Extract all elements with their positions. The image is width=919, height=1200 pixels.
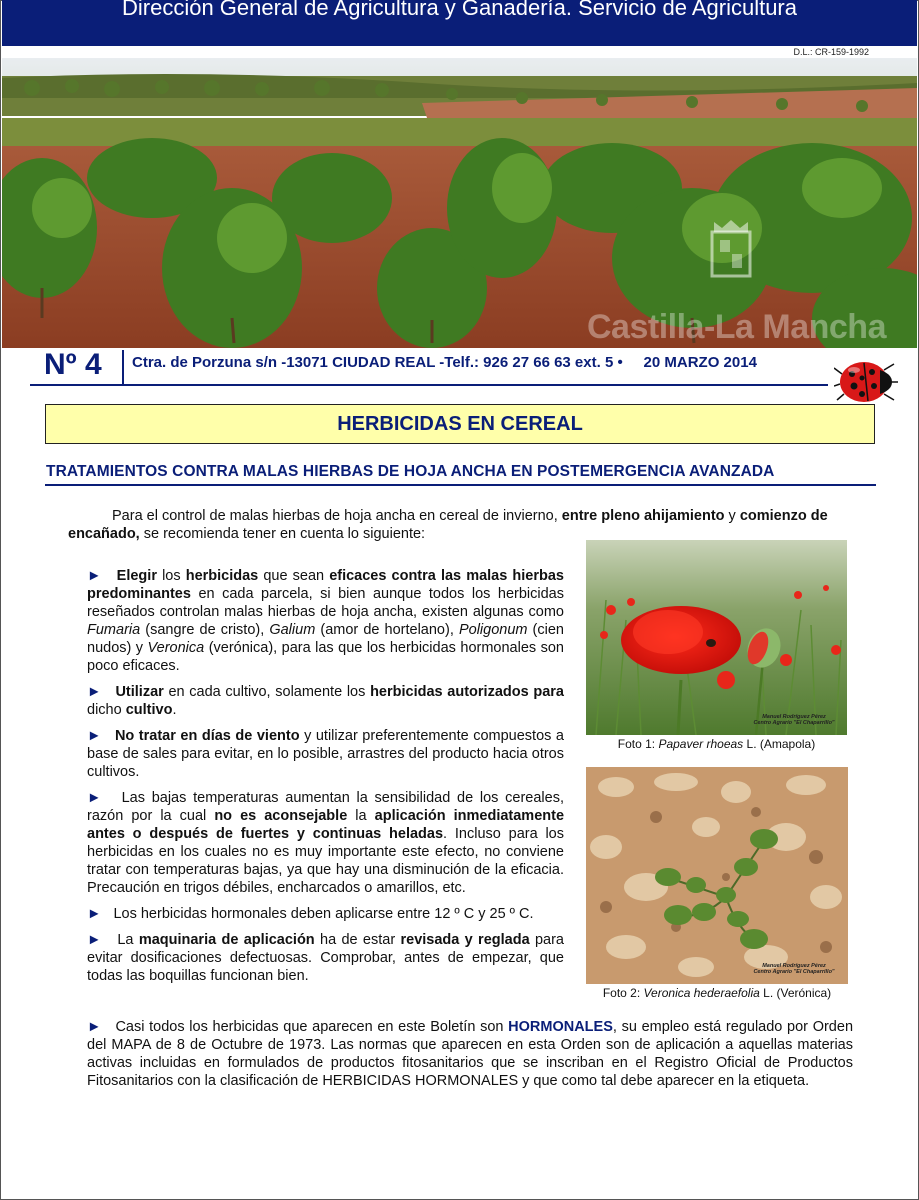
brand-name: Castilla-La Mancha xyxy=(587,308,886,346)
veronica-photo xyxy=(586,767,848,984)
arrow-icon: ► xyxy=(87,684,102,700)
bullet-text: ha de estar xyxy=(314,932,401,948)
photo-credit-name: Manuel Rodríguez Pérez xyxy=(762,714,826,720)
document-title: HERBICIDAS EN CEREAL xyxy=(45,404,875,444)
address-date: Ctra. de Porzuna s/n -13071 CIUDAD REAL -Telf.: 926 27 66 63 ext. 5 • 20 MARZO 2014 xyxy=(132,354,757,371)
bullet-text: La xyxy=(117,932,139,948)
issue-number: Nº 4 xyxy=(44,348,102,381)
crest-icon xyxy=(708,218,754,278)
bullet-bold: No tratar en días de viento xyxy=(114,728,300,744)
bullet-bold: Utilizar xyxy=(115,684,164,700)
intro-bold: comienzo de encañado, xyxy=(68,508,828,542)
issue-underline xyxy=(30,384,828,386)
bullet-text: . Incluso para los herbicidas en los cuales no es muy importante este efecto, no conviene tratar con temperaturas bajas, ya que hay una disminución de la eficacia. Precaución en trigos débiles, encharcados o amarillos, etc. xyxy=(87,826,564,896)
caption-species: Veronica hederaefolia xyxy=(643,986,760,1000)
arrow-icon: ► xyxy=(87,932,102,948)
bullet-text: la xyxy=(347,808,375,824)
bullet-text: (amor de hortelano), xyxy=(315,622,459,638)
bullet-bold: aplicación inmediatamente antes o después de fuertes y continuas heladas xyxy=(87,808,565,842)
bullet-text: y utilizar preferentemente compuestos a base de sales para evitar, en lo posible, arrastres del producto hacia otros cultivos. xyxy=(87,728,564,780)
bullet-bold: herbicidas autorizados para xyxy=(370,684,564,700)
caption-text: L. (Amapola) xyxy=(743,737,816,751)
ladybug-icon xyxy=(834,356,900,406)
legal-deposit: D.L.: CR-159-1992 xyxy=(793,47,869,57)
list-item xyxy=(87,683,564,719)
hormonal-note-paragraph xyxy=(87,1018,853,1090)
photo1-caption xyxy=(586,737,847,751)
note-text: , su empleo está regulado por Orden del MAPA de 8 de Octubre de 1973. Las normas que aparecen en esta Orden son de aplicación a aquellas materias activas incluidas en formulados de productos fitosanitarios que se inscriban en el Registro Oficial de Productos Fitosanitarios con la clasificación de HERBICIDAS HORMONALES y que como tal debe aparecer en la etiqueta. xyxy=(87,1019,854,1089)
bullet-text: en cada cultivo, solamente los xyxy=(163,684,371,700)
bullet-bold: maquinaria de aplicación xyxy=(138,932,315,948)
species-name: Galium xyxy=(269,622,316,638)
bullet-bold: revisada y reglada xyxy=(400,932,530,948)
bullet-bold: herbicidas xyxy=(185,568,259,584)
list-item xyxy=(87,905,564,923)
intro-text: se recomienda tener en cuenta lo siguiente: xyxy=(139,526,426,542)
photo-credit-center: Centro Agrario "El Chaparrillo" xyxy=(753,969,835,975)
note-text: Casi todos los herbicidas que aparecen en este Boletín son xyxy=(115,1019,509,1035)
caption-text: L. (Verónica) xyxy=(759,986,832,1000)
bullet-text: Los herbicidas hormonales deben aplicarse entre 12 º C y 25 º C. xyxy=(113,906,534,922)
intro-text: Para el control de malas hierbas de hoja ancha en cereal de invierno, xyxy=(112,508,562,524)
section-subtitle: TRATAMIENTOS CONTRA MALAS HIERBAS DE HOJA ANCHA EN POSTEMERGENCIA AVANZADA xyxy=(46,463,775,480)
poppy-photo xyxy=(586,540,847,735)
issue-separator xyxy=(122,350,124,384)
intro-paragraph xyxy=(68,507,854,543)
arrow-icon: ► xyxy=(87,790,102,806)
bullet-text: (cien nudos) y xyxy=(87,622,564,656)
intro-text: y xyxy=(724,508,740,524)
photo2-caption xyxy=(586,986,848,1000)
list-item xyxy=(87,789,564,897)
arrow-icon: ► xyxy=(87,568,102,584)
bullet-text: dicho xyxy=(87,702,126,718)
intro-bold: entre pleno ahijamiento xyxy=(561,508,725,524)
vineyard-hero-image xyxy=(2,58,917,348)
caption-species: Papaver rhoeas xyxy=(658,737,744,751)
bullet-text: Las bajas temperaturas aumentan la sensibilidad de los cereales, razón por la cual xyxy=(87,790,564,824)
bullet-text: en cada parcela, si bien aunque todos los herbicidas reseñados controlan malas hierbas de hoja ancha, existen algunas como xyxy=(87,586,564,620)
list-item xyxy=(87,567,564,675)
caption-text: Foto 2: xyxy=(602,986,644,1000)
recommendation-list xyxy=(87,567,564,993)
photo-credit-center: Centro Agrario "El Chaparrillo" xyxy=(753,720,835,726)
species-name: Fumaria xyxy=(87,622,141,638)
species-name: Poligonum xyxy=(458,622,528,638)
banner-title: Dirección General de Agricultura y Ganadería. Servicio de Agricultura xyxy=(121,0,797,20)
bullet-text: que sean xyxy=(258,568,330,584)
photo-credit-name: Manuel Rodríguez Pérez xyxy=(762,963,826,969)
bullet-text: para evitar dosificaciones defectuosas. Comprobar, antes de empezar, que todas las boquillas funcionan bien. xyxy=(87,932,564,984)
subtitle-underline xyxy=(45,484,876,486)
list-item xyxy=(87,931,564,985)
arrow-icon: ► xyxy=(87,1019,102,1035)
list-item xyxy=(87,727,564,781)
bullet-text: los xyxy=(156,568,186,584)
caption-text: Foto 1: xyxy=(617,737,659,751)
species-name: Veronica xyxy=(147,640,205,656)
bullet-bold: cultivo xyxy=(125,702,173,718)
bullet-bold: eficaces contra las malas hierbas predominantes xyxy=(87,568,564,602)
bullet-bold: Elegir xyxy=(116,568,157,584)
arrow-icon: ► xyxy=(87,906,102,922)
bullet-text: (sangre de cristo), xyxy=(140,622,270,638)
header-banner xyxy=(2,0,917,46)
bullet-bold: no es aconsejable xyxy=(214,808,348,824)
bullet-text: . xyxy=(172,702,177,718)
note-highlight: HORMONALES xyxy=(508,1019,613,1035)
arrow-icon: ► xyxy=(87,728,102,744)
bullet-text: (verónica), para las que los herbicidas hormonales son poco eficaces. xyxy=(87,640,564,674)
